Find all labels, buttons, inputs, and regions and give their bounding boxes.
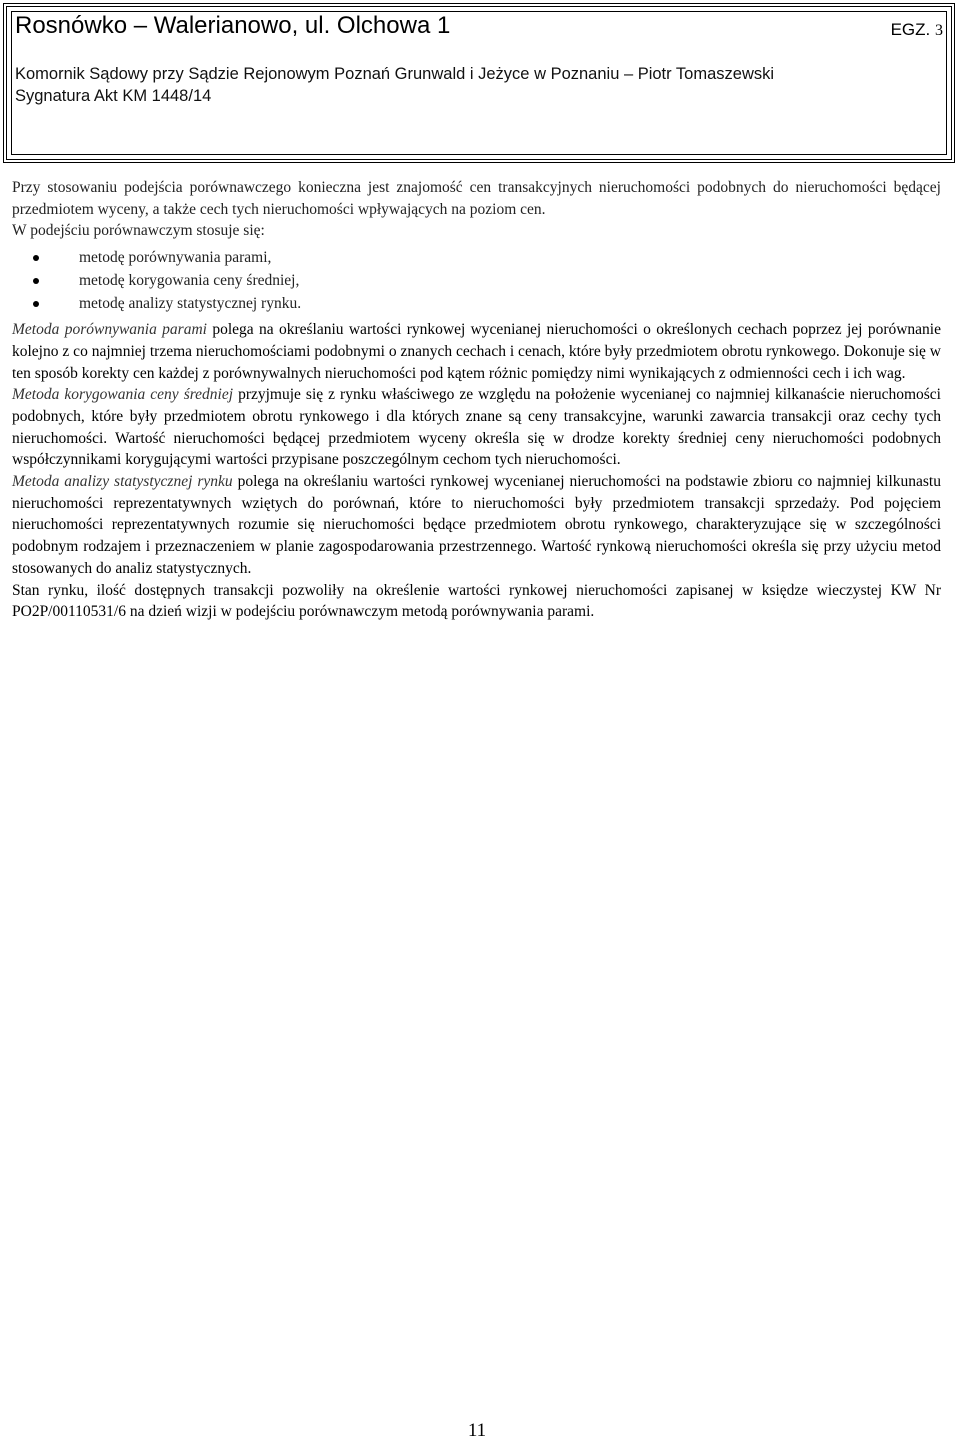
methods-list (12, 246, 941, 315)
method-stats-item: metodę analizy statystycznej rynku. (79, 295, 302, 313)
bullet-icon (33, 255, 39, 261)
method-average-item: metodę korygowania ceny średniej, (79, 272, 300, 290)
bullet-icon (33, 278, 39, 284)
average-method-paragraph (12, 384, 941, 471)
conclusion-paragraph: Stan rynku, ilość dostępnych transakcji pozwoliły na określenie wartości rynkowej nieruchomości zapisanej w księdze wieczystej KW Nr PO2P/00110531/6 na dzień wizji w podejściu porównawczym metodą porównywania parami. (12, 581, 941, 621)
stats-method-text: polega na określaniu wartości rynkowej wycenianej nieruchomości na podstawie zbioru co najmniej kilkunastu nieruchomości reprezentatywnych wziętych do porównań, które to nieruchomości były przedmiotem transakcji sprzedaży. Pod pojęciem nieruchomości reprezentatywnych rozumie się nieruchomości będące przedmiotem obrotu rynkowego, charakteryzujące się w szczególności podobnym rodzajem i przeznaczeniem w planie zagospodarowania przestrzennego. Wartość rynkową nieruchomości określa się przy użyciu metod stosowanych do analiz statystycznych. (12, 473, 941, 577)
egz-label: EGZ. (890, 20, 931, 39)
document-body (12, 177, 941, 623)
case-signature: Sygnatura Akt KM 1448/14 (15, 87, 212, 105)
stats-method-term: Metoda analizy statystycznej rynku (12, 473, 233, 491)
pairs-method-term: Metoda porównywania parami (12, 321, 207, 339)
bailiff-name: Komornik Sądowy przy Sądzie Rejonowym Poznań Grunwald i Jeżyce w Poznaniu – Piotr Tomaszewski (15, 65, 775, 83)
list-item (12, 246, 941, 269)
average-method-term: Metoda korygowania ceny średniej (12, 386, 234, 404)
stats-method-paragraph (12, 471, 941, 580)
methods-intro: W podejściu porównawczym stosuje się: (12, 222, 265, 240)
pairs-method-text: polega na określaniu wartości rynkowej wycenianej nieruchomości o określonych cechach poprzez jej porównanie kolejno z co najmniej trzema nieruchomościami podobnymi o znanych cechach i cenach, które były przedmiotem obrotu rynkowego. Dokonuje się w ten sposób korekty cen każdej z porównywalnych nieruchomości pod kątem różnic pomiędzy nimi wynikających z odmienności cech i ich wag. (12, 321, 941, 382)
bullet-icon (33, 301, 39, 307)
intro-paragraph: Przy stosowaniu podejścia porównawczego konieczna jest znajomość cen transakcyjnych nieruchomości podobnych do nieruchomości będącej przedmiotem wyceny, a także cech tych nieruchomości wpływających na poziom cen. (12, 179, 941, 218)
average-method-text: przyjmuje się z rynku właściwego ze względu na położenie wycenianej co najmniej kilkanaście nieruchomości podobnych, które były przedmiotem obrotu rynkowego i dla których znane są ceny transakcyjne, warunki zawarcia transakcji oraz cechy tych nieruchomości. Wartość nieruchomości będącej przedmiotem wyceny określa się w drodze korekty średniej ceny nieruchomości podobnych współczynnikami korygującymi wartości przypisane poszczególnym cechom tych nieruchomości. (12, 386, 941, 469)
page-number: 11 (467, 1420, 487, 1441)
egz-number: 3 (935, 22, 943, 39)
method-pairs-item: metodę porównywania parami, (79, 249, 272, 267)
list-item (12, 292, 941, 315)
document-header (3, 3, 955, 163)
property-address-title: Rosnówko – Walerianowo, ul. Olchowa 1 (15, 12, 451, 39)
pairs-method-paragraph (12, 319, 941, 384)
copy-number-label (891, 19, 943, 42)
list-item (12, 269, 941, 292)
